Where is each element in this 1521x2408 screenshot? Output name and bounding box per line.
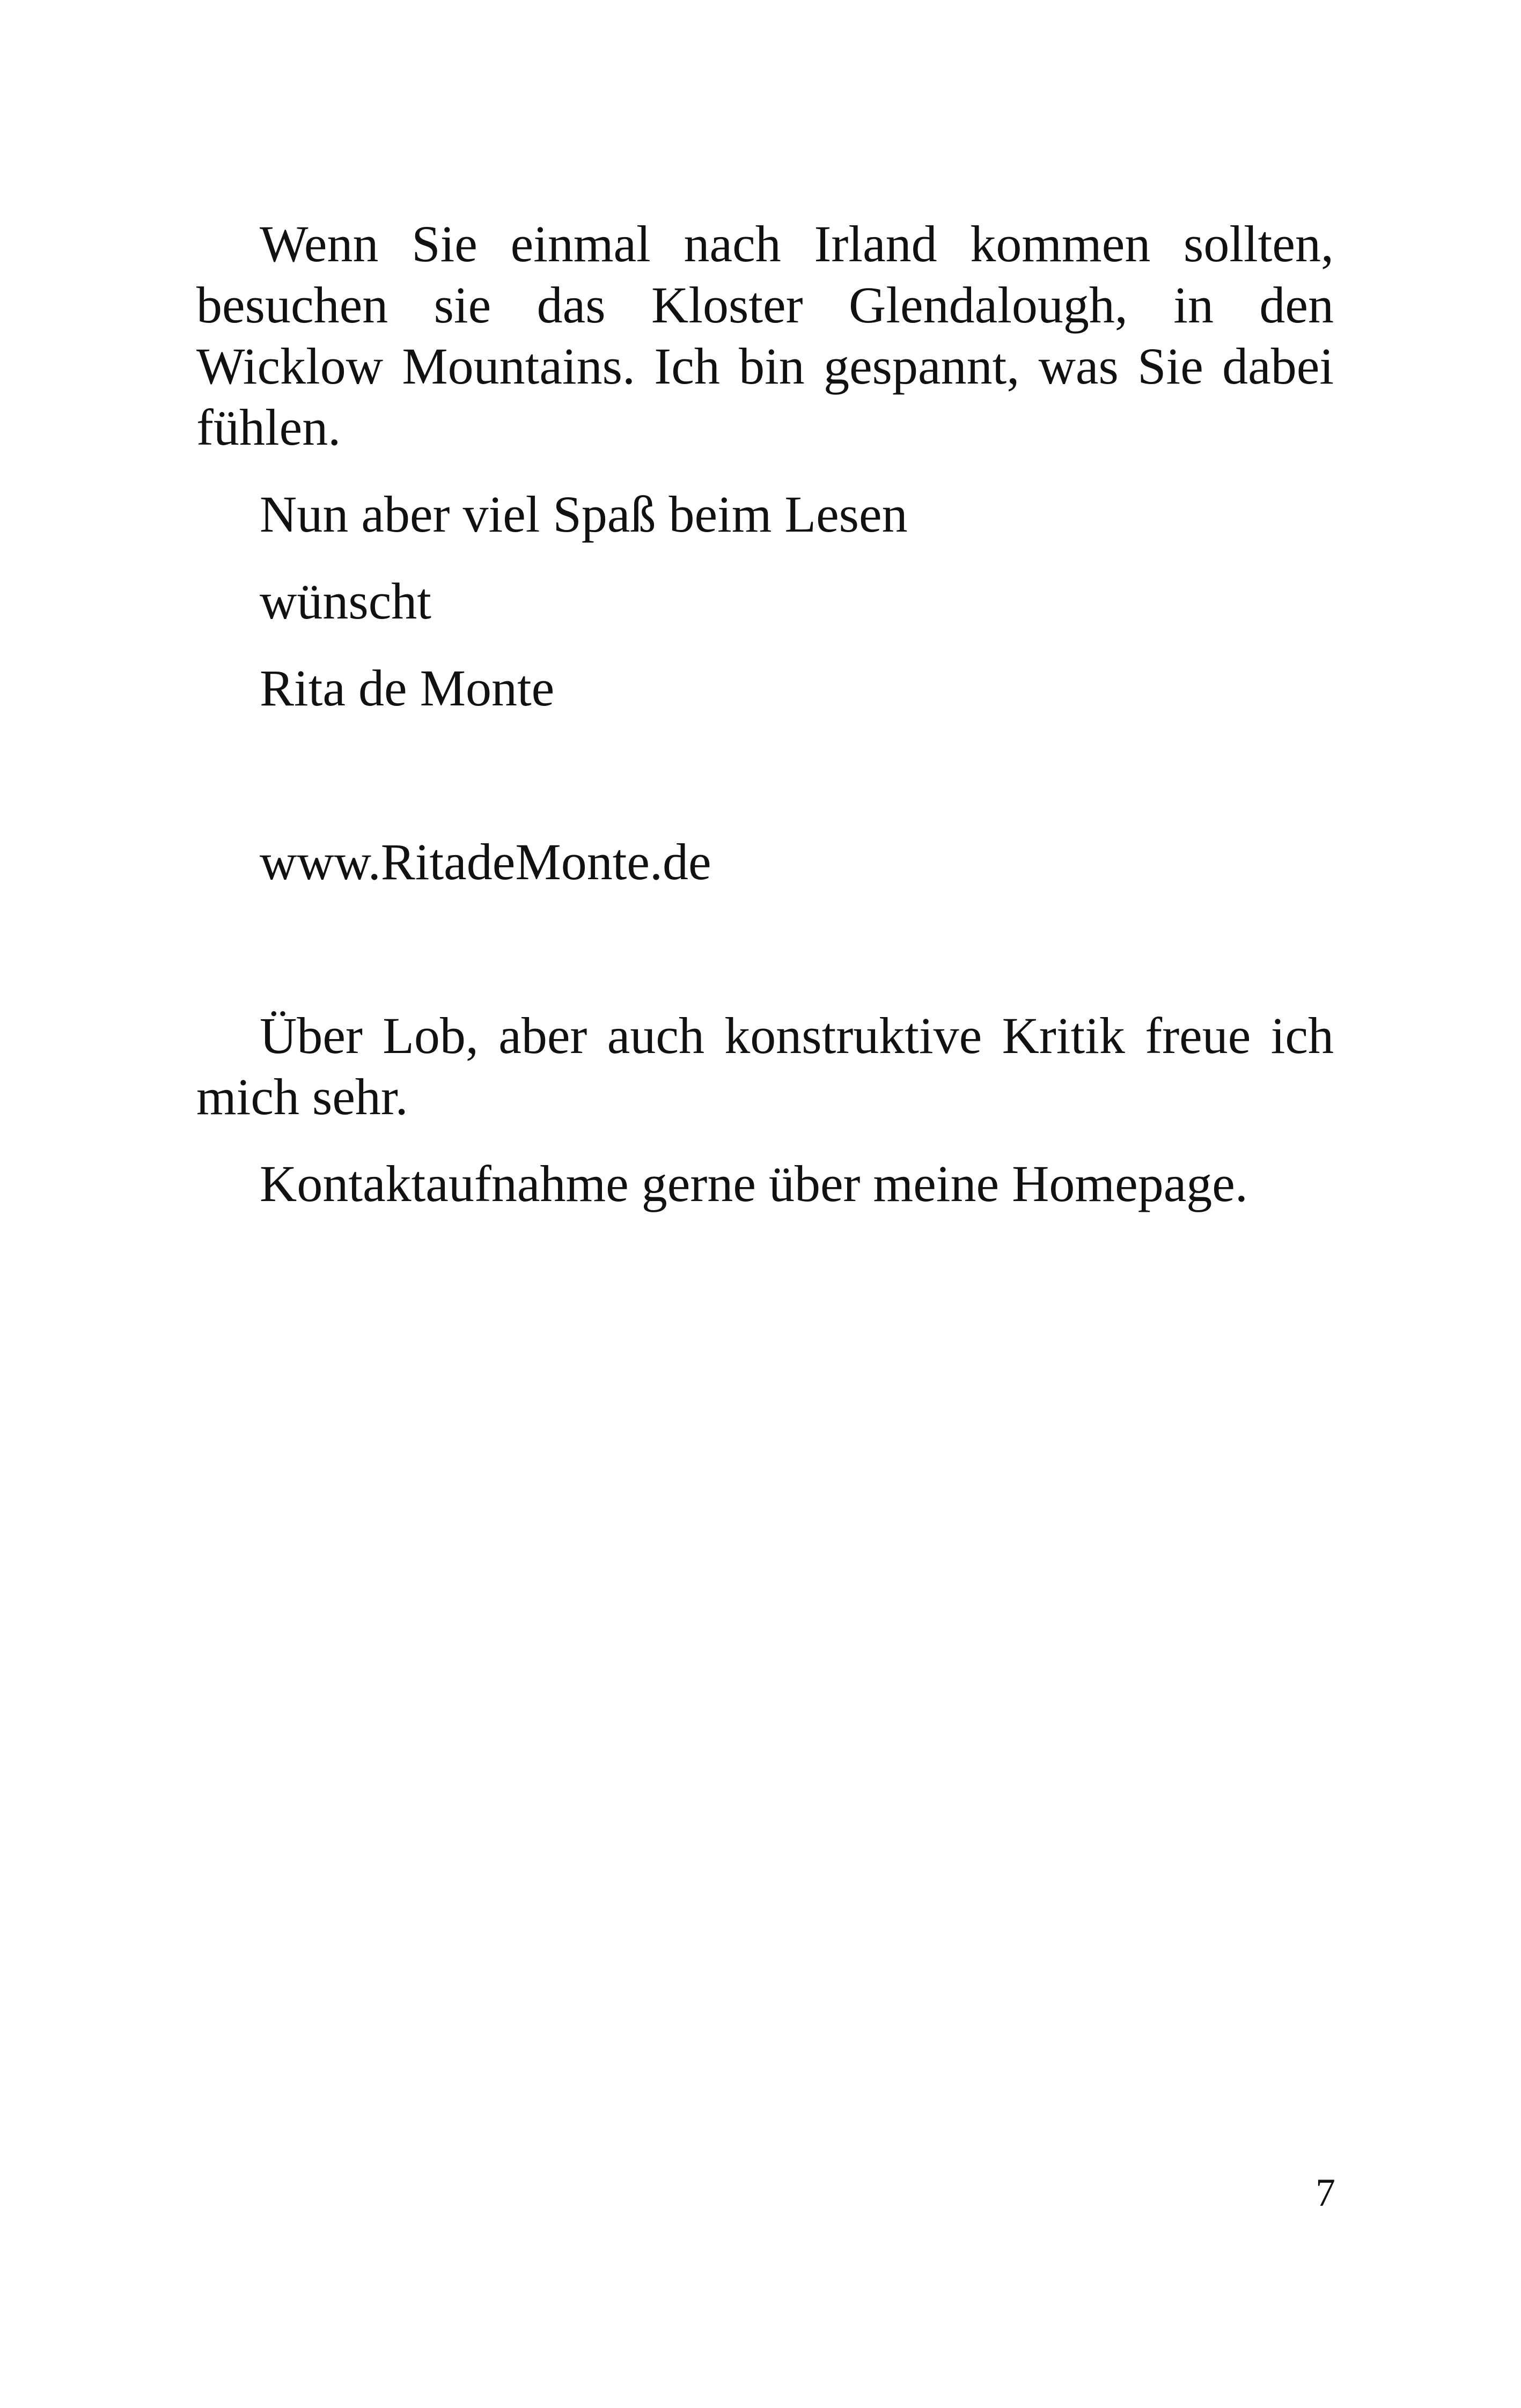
- page-text: [196, 213, 1334, 1240]
- page-number: 7: [1316, 2171, 1335, 2215]
- paragraph-reading-wish: Nun aber viel Spaß beim Lesen: [260, 485, 908, 543]
- paragraph-wishes: wünscht: [260, 572, 431, 630]
- paragraph-contact: Kontaktaufnahme gerne über meine Homepage.: [260, 1155, 1248, 1212]
- author-website: www.RitadeMonte.de: [260, 833, 711, 890]
- spacer: [196, 745, 1334, 831]
- paragraph-feedback: Über Lob, aber auch konstruktive Kritik freue ich mich sehr.: [196, 1007, 1334, 1125]
- paragraph-ireland-visit: Wenn Sie einmal nach Irland kommen sollten, besuchen sie das Kloster Glendalough, in den Wicklow Mountains. Ich bin gespannt, was Sie dabei fühlen.: [196, 215, 1334, 456]
- author-signature: Rita de Monte: [260, 659, 555, 717]
- spacer: [196, 918, 1334, 1005]
